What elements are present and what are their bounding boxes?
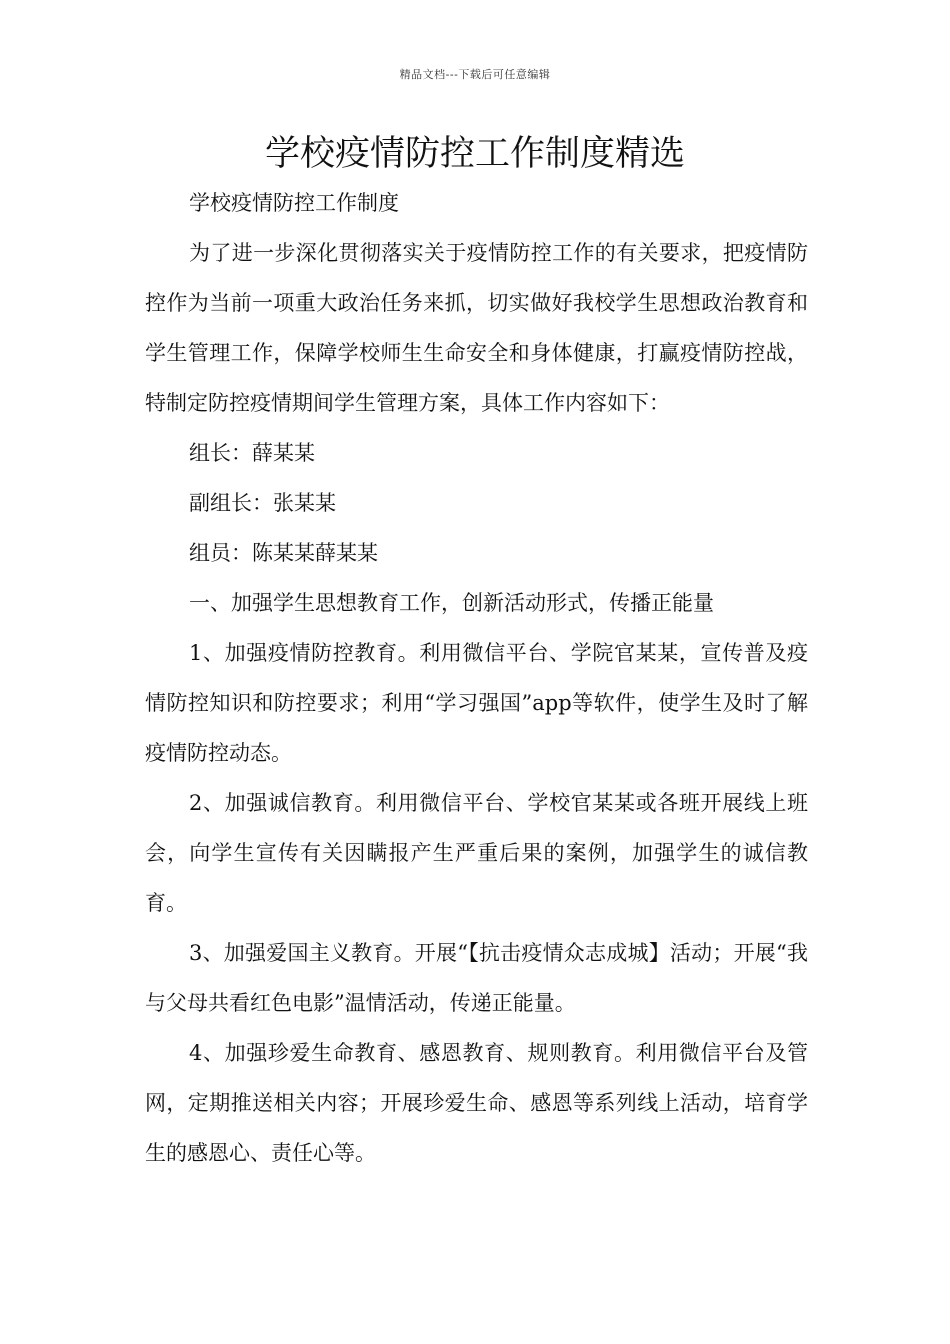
item-paragraph-2: 2、加强诚信教育。利用微信平台、学校官某某或各班开展线上班会，向学生宣传有关因瞒报产生严重后果的案例，加强学生的诚信教育。 bbox=[145, 791, 808, 915]
document-title: 学校疫情防控工作制度精选 bbox=[264, 134, 685, 174]
document-body bbox=[145, 178, 808, 1178]
leader-line: 组长：薛某某 bbox=[189, 441, 315, 465]
header-note: 精品文档---下载后可任意编辑 bbox=[399, 68, 551, 81]
subtitle-paragraph: 学校疫情防控工作制度 bbox=[189, 191, 399, 215]
item-paragraph-4: 4、加强珍爱生命教育、感恩教育、规则教育。利用微信平台及管网，定期推送相关内容；开展珍爱生命、感恩等系列线上活动，培育学生的感恩心、责任心等。 bbox=[145, 1041, 808, 1165]
deputy-leader-line: 副组长：张某某 bbox=[189, 491, 336, 515]
section-heading: 一、加强学生思想教育工作，创新活动形式，传播正能量 bbox=[189, 591, 714, 615]
item-paragraph-1: 1、加强疫情防控教育。利用微信平台、学院官某某，宣传普及疫情防控知识和防控要求；利用“学习强国”app等软件，使学生及时了解疫情防控动态。 bbox=[145, 641, 808, 765]
intro-paragraph: 为了进一步深化贯彻落实关于疫情防控工作的有关要求，把疫情防控作为当前一项重大政治任务来抓，切实做好我校学生思想政治教育和学生管理工作，保障学校师生生命安全和身体健康，打赢疫情防控战，特制定防控疫情期间学生管理方案，具体工作内容如下： bbox=[145, 241, 808, 415]
members-line: 组员：陈某某薛某某 bbox=[189, 541, 378, 565]
item-paragraph-3: 3、加强爱国主义教育。开展“【抗击疫情众志成城】活动；开展“我与父母共看红色电影”温情活动，传递正能量。 bbox=[145, 941, 808, 1015]
